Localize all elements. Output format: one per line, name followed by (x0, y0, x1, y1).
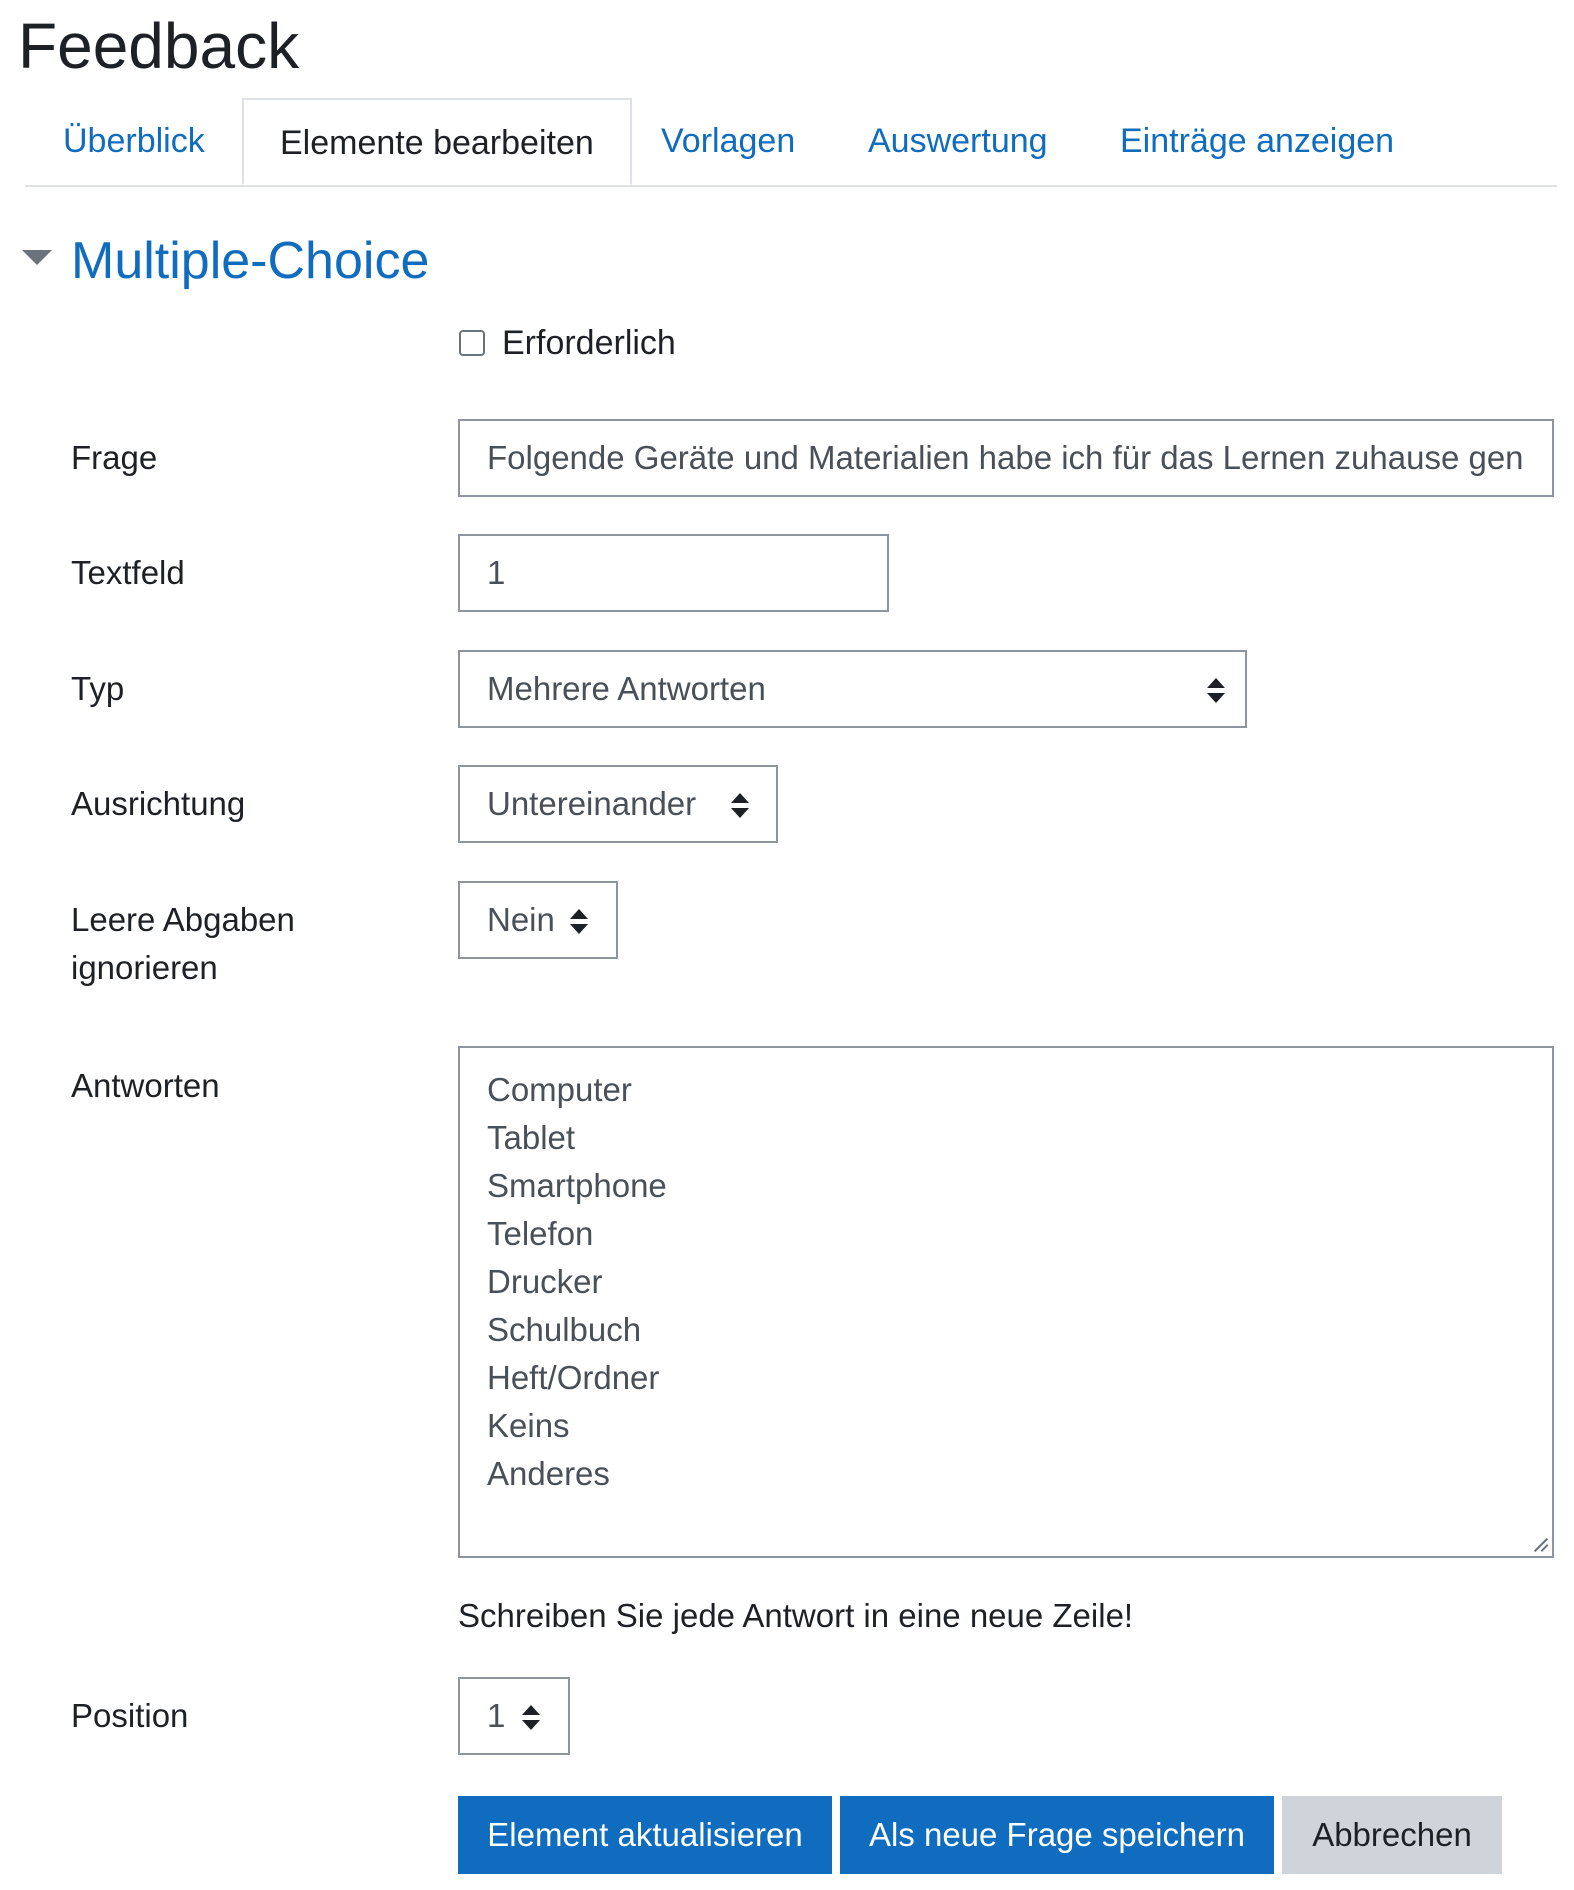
answer-line: Heft/Ordner (487, 1359, 660, 1396)
answer-line: Computer (487, 1071, 632, 1108)
resize-grip-icon[interactable] (1534, 1538, 1548, 1552)
tab-bar (25, 98, 1557, 187)
answer-line: Drucker (487, 1263, 603, 1300)
answer-line: Anderes (487, 1455, 610, 1492)
position-label: Position (71, 1697, 189, 1734)
alignment-label: Ausrichtung (71, 785, 246, 822)
tab-show-entries[interactable]: Einträge anzeigen (1120, 122, 1395, 160)
answers-label: Antworten (71, 1067, 220, 1104)
alignment-select-value: Untereinander (487, 785, 697, 822)
answer-line: Schulbuch (487, 1311, 642, 1348)
collapse-toggle-icon[interactable] (22, 250, 52, 265)
question-label: Frage (71, 439, 158, 476)
ignore-empty-select[interactable] (458, 881, 618, 959)
select-caret-icon (731, 793, 749, 819)
ignore-empty-label (71, 896, 295, 992)
required-checkbox[interactable] (459, 330, 485, 356)
type-select[interactable] (458, 650, 1247, 728)
select-caret-icon (1207, 678, 1225, 704)
type-label: Typ (71, 670, 125, 707)
cancel-button[interactable]: Abbrechen (1282, 1796, 1502, 1874)
ignore-empty-select-value: Nein (487, 901, 555, 938)
answer-line: Smartphone (487, 1167, 667, 1204)
position-select-value: 1 (487, 1697, 506, 1734)
tab-edit-elements[interactable]: Elemente bearbeiten (242, 98, 632, 185)
alignment-select[interactable] (458, 765, 778, 843)
type-select-value: Mehrere Antworten (487, 670, 766, 707)
tab-overview[interactable]: Überblick (63, 122, 205, 160)
update-element-button[interactable]: Element aktualisieren (458, 1796, 832, 1874)
tab-templates[interactable]: Vorlagen (661, 122, 796, 160)
required-label[interactable]: Erforderlich (502, 324, 676, 362)
select-caret-icon (570, 909, 588, 935)
page-title: Feedback (18, 10, 300, 82)
position-select[interactable] (458, 1677, 570, 1755)
save-as-new-question-button[interactable]: Als neue Frage speichern (840, 1796, 1274, 1874)
question-input[interactable]: Folgende Geräte und Materialien habe ich für das Lernen zuhause gen (458, 419, 1554, 497)
section-title[interactable]: Multiple-Choice (71, 232, 430, 290)
textfield-label: Textfeld (71, 554, 185, 591)
ignore-empty-label-line1: Leere Abgaben (71, 901, 295, 938)
answer-line: Tablet (487, 1119, 576, 1156)
answers-textarea[interactable] (458, 1046, 1554, 1558)
tab-analysis[interactable]: Auswertung (868, 122, 1048, 160)
answers-help-text: Schreiben Sie jede Antwort in eine neue Zeile! (458, 1597, 1134, 1634)
textfield-input[interactable]: 1 (458, 534, 889, 612)
select-caret-icon (522, 1705, 540, 1731)
answer-line: Keins (487, 1407, 570, 1444)
answer-line: Telefon (487, 1215, 594, 1252)
ignore-empty-label-line2: ignorieren (71, 949, 218, 986)
